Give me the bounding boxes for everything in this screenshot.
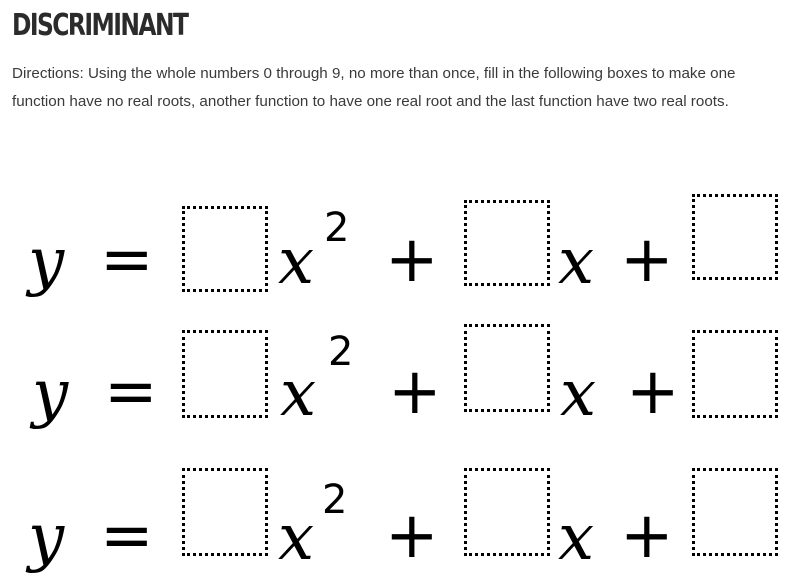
constant-c-box[interactable] (692, 468, 778, 556)
exponent-two: 2 (322, 477, 348, 523)
plus-sign: + (385, 499, 439, 573)
x-variable: x (280, 357, 317, 431)
y-variable: y (28, 225, 65, 299)
plus-sign: + (620, 223, 674, 297)
equals-sign: = (100, 223, 154, 297)
page-title: DISCRIMINANT (12, 8, 188, 43)
x-variable: x (560, 357, 597, 431)
directions-text: Directions: Using the whole numbers 0 through 9, no more than once, fill in the following boxes to make one function have no real roots, another function to have one real root and the last function have two real roots. (12, 65, 736, 110)
x-variable: x (278, 501, 315, 575)
constant-c-box[interactable] (692, 330, 778, 418)
equals-sign: = (100, 499, 154, 573)
coefficient-a-box[interactable] (182, 206, 268, 292)
y-variable: y (32, 357, 69, 431)
x-variable: x (558, 225, 595, 299)
equals-sign: = (104, 355, 158, 429)
equation-1 (0, 190, 798, 310)
exponent-two: 2 (328, 329, 354, 375)
plus-sign: + (388, 355, 442, 429)
equation-2 (0, 322, 798, 442)
equation-3 (0, 464, 798, 584)
coefficient-b-box[interactable] (464, 324, 550, 412)
coefficient-a-box[interactable] (182, 468, 268, 556)
x-variable: x (278, 225, 315, 299)
plus-sign: + (385, 223, 439, 297)
constant-c-box[interactable] (692, 194, 778, 280)
y-variable: y (28, 501, 65, 575)
plus-sign: + (626, 355, 680, 429)
exponent-two: 2 (324, 205, 350, 251)
plus-sign: + (620, 499, 674, 573)
coefficient-b-box[interactable] (464, 200, 550, 286)
coefficient-a-box[interactable] (182, 330, 268, 418)
coefficient-b-box[interactable] (464, 468, 550, 556)
x-variable: x (558, 501, 595, 575)
